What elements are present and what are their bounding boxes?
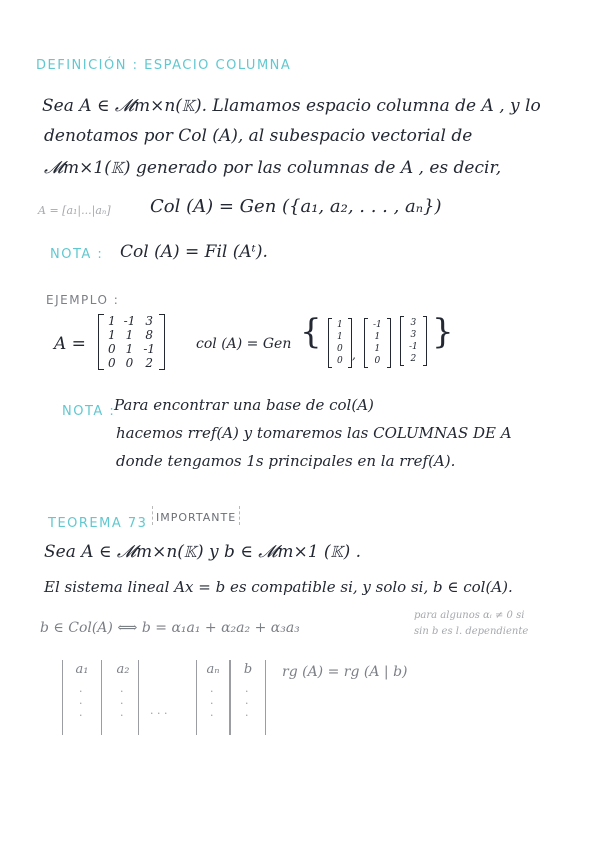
column-b: [230, 660, 266, 735]
vector-cell: 3: [410, 330, 417, 340]
matrix-left-bracket: [98, 314, 104, 370]
column-a2: [108, 660, 139, 735]
definition-col-equation: Col (A) = Gen ({a₁, a₂, . . . , aₙ}): [150, 196, 442, 217]
example-col-text: col (A) = Gen: [196, 336, 292, 352]
middle-ellipsis: · · ·: [150, 707, 168, 720]
definition-line-3: 𝓜m×1(𝕂) generado por las columnas de A , es decir,: [44, 158, 502, 178]
vector-cell: 1: [337, 320, 343, 330]
theorem-line-3: b ∈ Col(A) ⟺ b = α₁a₁ + α₂a₂ + α₃a₃: [40, 620, 300, 636]
vector-cell: 0: [337, 356, 343, 366]
example-vector-3: [404, 316, 423, 366]
vector-cell: 0: [374, 356, 381, 366]
matrix-cell: 0: [108, 356, 116, 370]
matrix-cell: 0: [108, 342, 116, 356]
column-dots: · · ·: [210, 685, 214, 722]
theorem-aside-2: sin b es l. dependiente: [414, 626, 529, 637]
example-heading: EJEMPLO :: [46, 293, 120, 307]
vector-cell: 3: [410, 318, 417, 328]
matrix-cell: -1: [143, 342, 156, 356]
column-dots: · · ·: [79, 685, 83, 722]
theorem-heading: TEOREMA 73: [48, 516, 148, 531]
column-dots: · · ·: [120, 685, 124, 722]
vector-cell: 1: [337, 332, 343, 342]
example-a-label: A =: [54, 334, 86, 354]
column-label: b: [243, 662, 253, 677]
vector-cell: -1: [409, 342, 418, 352]
column-label: a₁: [75, 662, 89, 677]
matrix-cell: 2: [145, 356, 154, 370]
matrix-cell: 3: [145, 314, 154, 328]
matrix-cell: 1: [108, 314, 116, 328]
augmented-matrix: [62, 660, 272, 740]
example-vector-2: [368, 318, 387, 368]
vector-bracket: [328, 318, 332, 368]
theorem-line-1: Sea A ∈ 𝓜m×n(𝕂) y b ∈ 𝓜m×1 (𝕂) .: [44, 542, 362, 562]
vector-cell: 1: [374, 344, 381, 354]
example-vector-1: [332, 318, 348, 368]
rank-equation: rg (A) = rg (A | b): [282, 664, 408, 680]
matrix-cell: 1: [108, 328, 116, 342]
vector-bracket: [387, 318, 391, 368]
definition-line-1: Sea A ∈ 𝓜m×n(𝕂). Llamamos espacio columna de A , y lo: [42, 96, 541, 116]
note2-line-2: hacemos rref(A) y tomaremos las COLUMNAS DE A: [116, 424, 512, 442]
matrix-cell: 8: [145, 328, 154, 342]
note-text-1: Col (A) = Fil (Aᵗ).: [120, 242, 268, 262]
theorem-aside-1: para algunos αᵢ ≠ 0 si: [414, 610, 525, 621]
column-label: a₂: [116, 662, 130, 677]
vector-cell: 0: [337, 344, 343, 354]
column-label: aₙ: [206, 662, 220, 677]
column-an: [196, 660, 230, 735]
vector-cell: 1: [374, 332, 381, 342]
vector-comma: ,: [352, 348, 356, 362]
vector-cell: -1: [373, 320, 382, 330]
note2-line-1: Para encontrar una base de col(A): [114, 396, 374, 414]
example-matrix: [104, 314, 159, 370]
vector-bracket: [400, 316, 404, 366]
importante-text: IMPORTANTE: [156, 511, 237, 524]
vector-bracket: [364, 318, 368, 368]
definition-matrix-note: A = [a₁|...|aₙ]: [38, 204, 111, 217]
definition-heading: DEFINICIÓN : ESPACIO COLUMNA: [36, 58, 292, 73]
vector-bracket: [423, 316, 427, 366]
column-a1: [62, 660, 102, 735]
matrix-cell: 1: [125, 342, 134, 356]
note-label-1: NOTA :: [50, 247, 104, 262]
open-brace: {: [300, 312, 322, 352]
matrix-right-bracket: [159, 314, 165, 370]
close-brace: }: [432, 312, 454, 352]
note-label-2: NOTA :: [62, 404, 116, 419]
definition-line-2: denotamos por Col (A), al subespacio vectorial de: [44, 126, 473, 146]
importante-tag: [152, 506, 240, 525]
theorem-line-2: El sistema lineal Ax = b es compatible si, y solo si, b ∈ col(A).: [44, 578, 513, 596]
vector-cell: 2: [410, 354, 417, 364]
matrix-cell: 0: [125, 356, 134, 370]
column-dots: · · ·: [245, 685, 249, 722]
matrix-cell: 1: [125, 328, 134, 342]
note2-line-3: donde tengamos 1s principales en la rref(A).: [116, 452, 456, 470]
matrix-cell: -1: [123, 314, 136, 328]
